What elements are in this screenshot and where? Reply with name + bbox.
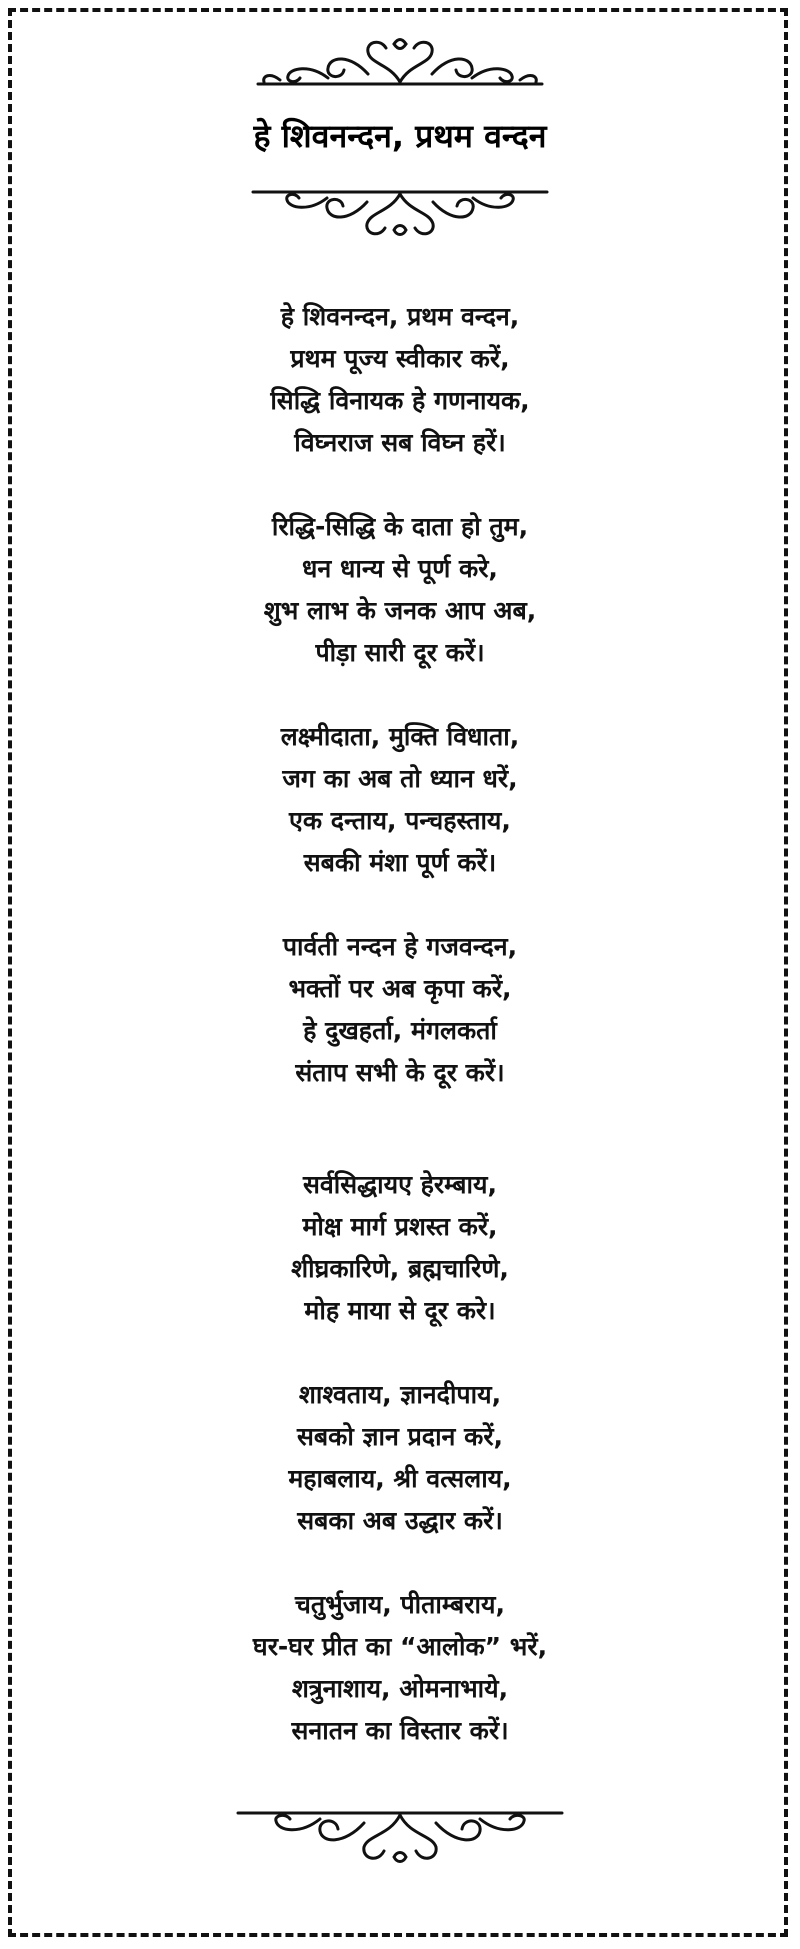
poem-line: सबका अब उद्धार करें। [297,1506,503,1535]
poem-line: रिद्धि-सिद्धि के दाता हो तुम, [271,512,529,541]
page-title: हे शिवनन्दन, प्रथम वन्दन [253,117,547,155]
poem-line: शुभ लाभ के जनक आप अब, [263,596,537,625]
poem-line: भक्तों पर अब कृपा करें, [288,974,512,1003]
stanza-5 [0,1164,800,1332]
stanza-6 [0,1374,800,1542]
poem-line: सबको ज्ञान प्रदान करें, [296,1422,504,1451]
poem-line: हे दुखहर्ता, मंगलकर्ता [303,1016,497,1045]
poem-line: सर्वसिद्धायए हेरम्बाय, [302,1170,498,1199]
poem-line: संताप सभी के दूर करें। [295,1058,505,1087]
poem-line: मोह माया से दूर करे। [304,1296,496,1325]
poem-line: लक्ष्मीदाता, मुक्ति विधाता, [280,722,520,751]
scroll-ornament-icon [250,34,550,90]
poem-line: चतुर्भुजाय, पीताम्बराय, [295,1590,505,1619]
scroll-ornament-icon [245,186,555,242]
poem-line: पीड़ा सारी दूर करें। [315,638,485,667]
poem-line: शत्रुनाशाय, ओमनाभाये, [291,1674,509,1703]
poem-line: मोक्ष मार्ग प्रशस्त करें, [302,1212,498,1241]
stanza-3 [0,716,800,884]
poem-line: शीघ्रकारिणे, ब्रह्मचारिणे, [291,1254,509,1283]
poem-line: शाश्वताय, ज्ञानदीपाय, [298,1380,502,1409]
poem-line: प्रथम पूज्य स्वीकार करें, [290,344,510,373]
title-underline-ornament [0,186,800,242]
poem-line: विघ्नराज सब विघ्न हरें। [294,428,506,457]
stanza-2 [0,506,800,674]
stanza-7 [0,1584,800,1752]
poem-line: घर-घर प्रीत का “आलोक” भरें, [252,1632,548,1661]
poem-line: पार्वती नन्दन हे गजवन्दन, [282,932,518,961]
bottom-ornament [0,1805,800,1869]
poem-line: एक दन्ताय, पन्चहस्ताय, [289,806,511,835]
poem-line: सिद्धि विनायक हे गणनायक, [270,386,530,415]
poem-line: सनातन का विस्तार करें। [291,1716,509,1745]
poem [0,296,800,1794]
poem-line: जग का अब तो ध्यान धरें, [282,764,518,793]
stanza-4 [0,926,800,1094]
poem-line: सबकी मंशा पूर्ण करें। [303,848,497,877]
top-ornament [0,34,800,90]
scroll-ornament-icon [230,1805,570,1869]
poem-line: धन धान्य से पूर्ण करे, [302,554,498,583]
stanza-1 [0,296,800,464]
poem-line: हे शिवनन्दन, प्रथम वन्दन, [280,302,520,331]
poem-line: महाबलाय, श्री वत्सलाय, [288,1464,512,1493]
